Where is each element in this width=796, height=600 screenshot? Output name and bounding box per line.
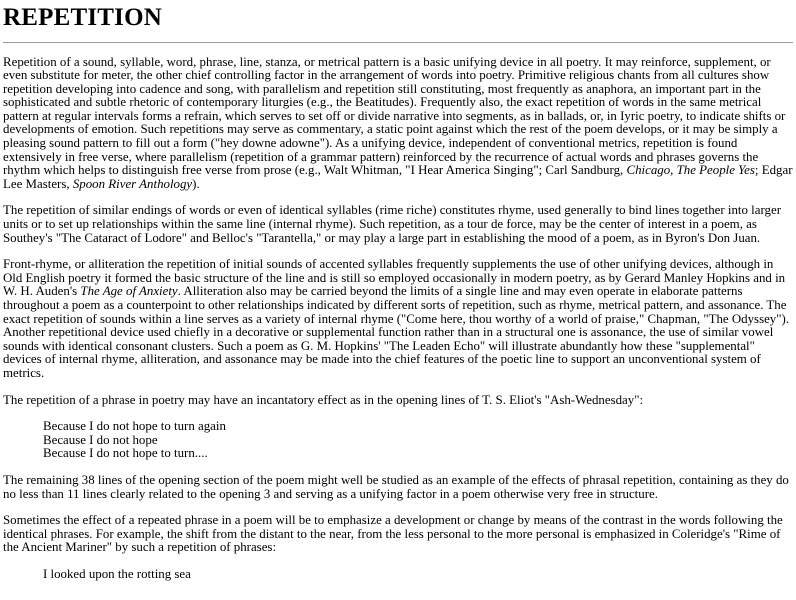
- title-divider: [3, 42, 793, 43]
- paragraph-remaining-lines: The remaining 38 lines of the opening section of the poem might well be studied as an example of the effects of phrasal repetition, containing as they do no less than 11 lines clearly related to the opening 3 and serving as a unifying factor in a poem otherwise very free in structure.: [3, 472, 789, 501]
- paragraph-repeated-phrase-contrast: Sometimes the effect of a repeated phrase in a poem will be to emphasize a development or change by means of the contrast in the words following the identical phrases. For example, the shift from the distant to the near, from the less personal to the more personal is emphasized in Coleridge's "Rime of the Ancient Mariner" by such a repetition of phrases:: [3, 513, 783, 555]
- poem-line: Because I do not hope to turn again: [43, 419, 226, 434]
- poem-quote-ash-wednesday: [43, 420, 793, 461]
- poem-quote-ancient-mariner: [43, 568, 793, 582]
- paragraph-alliteration: Front-rhyme, or alliteration the repetition of initial sounds of accented syllables frequently supplements the use of other unifying devices, although in Old English poetry it formed the basic structure of the line and is still so employed occasionally in modern poetry, as by Gerard Manley Hopkins and in W. H. Auden's The Age of Anxiety. Alliteration also may be carried beyond the limits of a single line and may even operate in elaborate patterns throughout a poem as a counterpoint to other relationships indicated by different sorts of repetition, such as rhyme, metrical pattern, and assonance. The exact repetition of sounds within a line serves as a variety of internal rhyme ("Come here, thou worthy of a world of praise," Chapman, "The Odyssey"). Another repetitional device used chiefly in a decorative or supplemental function rather than in a structural one is assonance, the use of similar vowel sounds with identical consonant clusters. Such a poem as G. M. Hopkins' "The Leaden Echo" will illustrate abundantly how these "supplemental" devices of internal rhyme, alliteration, and assonance may be made into the chief features of the poetic line to support an unconventional system of metrics.: [3, 257, 790, 380]
- paragraph-incantatory-effect: The repetition of a phrase in poetry may have an incantatory effect as in the opening lines of T. S. Eliot's "Ash-Wednesday":: [3, 392, 644, 407]
- poem-line: I looked upon the rotting sea: [43, 566, 191, 581]
- paragraph-rhyme: The repetition of similar endings of words or even of identical syllables (rime riche) constitutes rhyme, used generally to bind lines together into larger units or to set up relationships within the same line (internal rhyme). Such repetition, as a tour de force, may be the center of interest in a poem, as Southey's "The Cataract of Lodore" and Belloc's "Tarantella," or may play a large part in establishing the mood of a poem, as in Byron's Don Juan.: [3, 203, 781, 245]
- page-title: REPETITION: [3, 4, 162, 31]
- poem-line: Because I do not hope to turn....: [43, 446, 208, 461]
- paragraph-repetition-intro: Repetition of a sound, syllable, word, phrase, line, stanza, or metrical pattern is a basic unifying device in all poetry. It may reinforce, supplement, or even substitute for meter, the other chief controlling factor in the arrangement of words into poetry. Primitive religious chants from all cultures show repetition developing into cadence and song, with parallelism and repetition still constituting, most frequently as anaphora, an important part in the sophisticated and subtle rhetoric of contemporary liturgies (e.g., the Beatitudes). Frequently also, the exact repetition of words in the same metrical pattern at regular intervals forms a refrain, which serves to set off or divide narrative into segments, as in ballads, or, in Iyric poetry, to indicate shifts or developments of emotion. Such repetitions may serve as commentary, a static point against which the rest of the poem develops, or it may be simply a pleasing sound pattern to fill out a form ("hey downe adowne"). As a unifying device, independent of conventional metrics, repetition is found extensively in free verse, where parallelism (repetition of a grammar pattern) reinforced by the recurrence of actual words and phrases governs the rhythm which helps to distinguish free verse from prose (e.g., Walt Whitman, "I Hear America Singing"; Carl Sandburg, Chicago, The People Yes; Edgar Lee Masters, Spoon River Anthology).: [3, 54, 793, 191]
- poem-line: Because I do not hope: [43, 432, 158, 447]
